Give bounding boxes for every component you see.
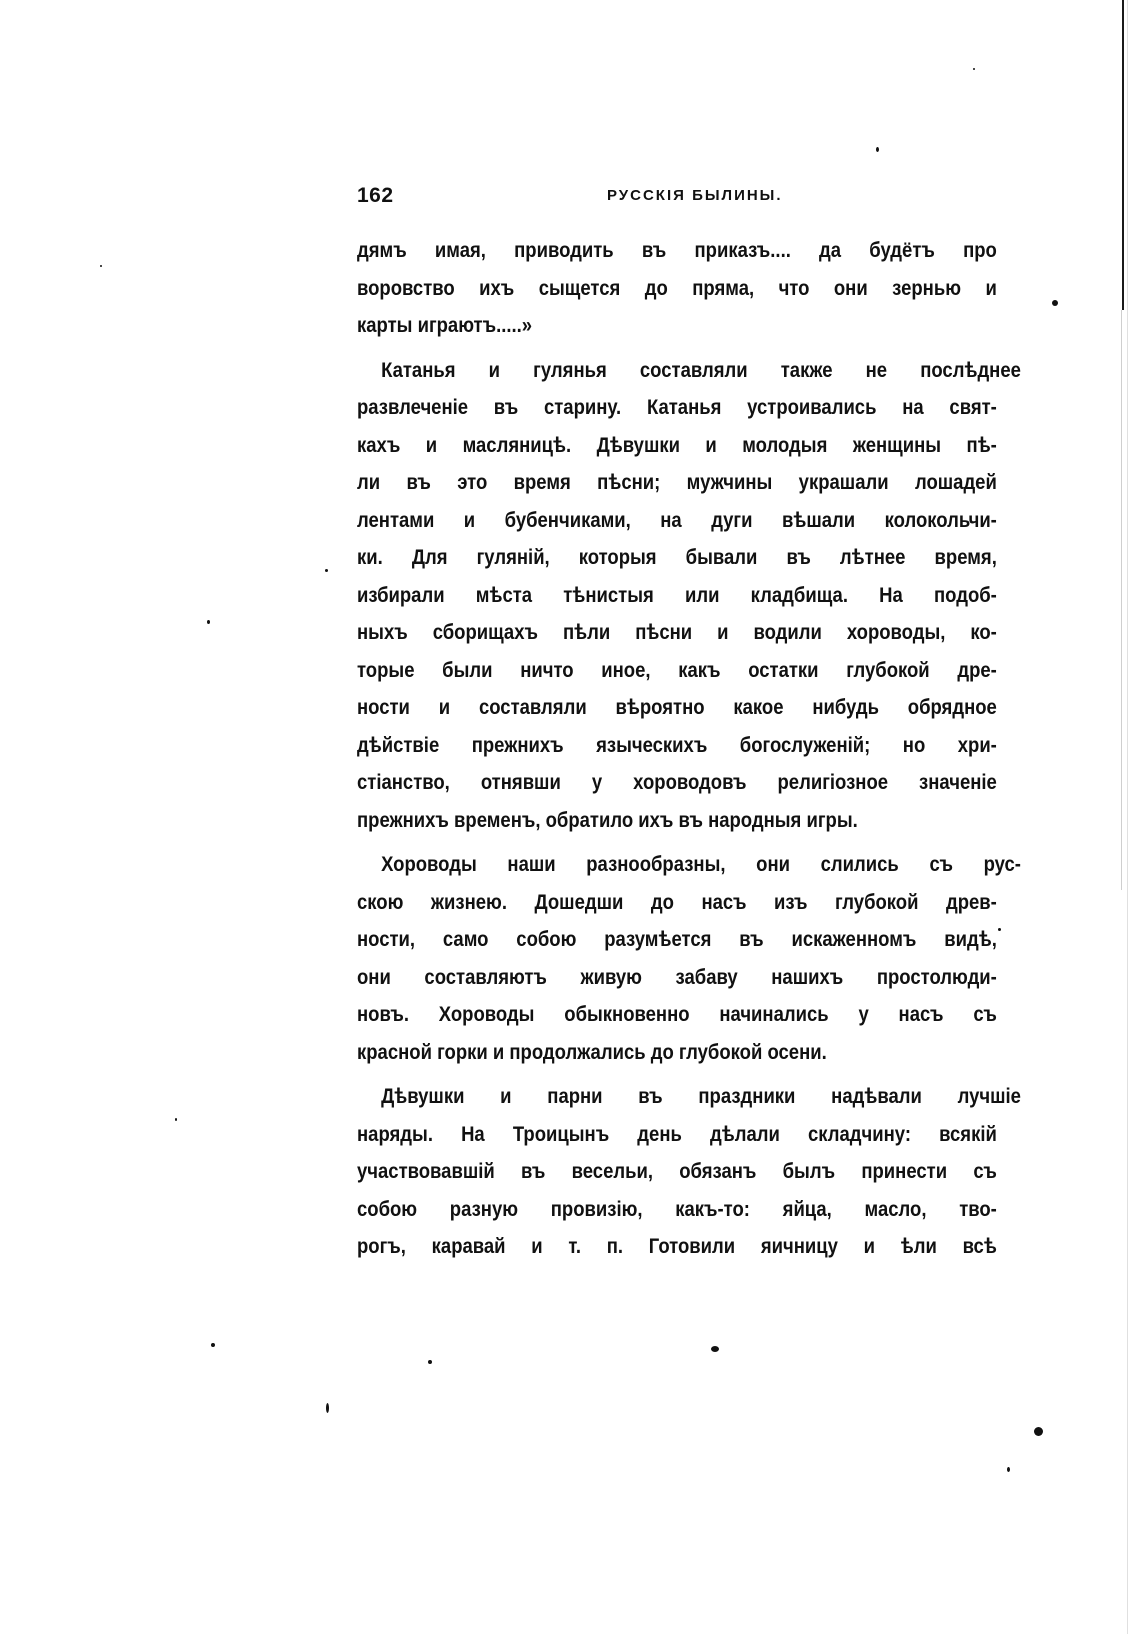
page-header [357, 184, 997, 214]
page-edge-line [1122, 0, 1124, 310]
text-line: новъ. Хороводы обыкновенно начинались у насъ съ [357, 1002, 997, 1026]
text-line: лентами и бубенчиками, на дуги вѣшали колокольчи- [357, 507, 997, 532]
scan-speck [998, 928, 1001, 931]
page-edge-shadow [1127, 0, 1128, 1634]
text-line: собою разную провизію, какъ-то: яйца, масло, тво- [357, 1196, 997, 1221]
text-line: стіанство, отнявши у хороводовъ религіозное значеніе [357, 770, 997, 794]
scan-speck [428, 1360, 432, 1364]
text-line: карты играютъ.....» [357, 313, 533, 337]
text-line: развлеченіе въ старину. Катанья устроивались на свят- [357, 395, 997, 419]
scan-speck [1007, 1467, 1010, 1472]
scan-speck [100, 265, 102, 267]
page-number: 162 [357, 184, 394, 207]
paragraph [357, 352, 1021, 840]
text-line: они составляютъ живую забаву нашихъ простолюди- [357, 964, 997, 989]
scan-speck [973, 68, 975, 70]
text-line: прежнихъ временъ, обратило ихъ въ народныя игры. [357, 807, 858, 832]
text-line: ки. Для гуляній, которыя бывали въ лѣтнее время, [357, 545, 997, 569]
running-head: РУССКІЯ БЫЛИНЫ. [607, 187, 783, 204]
text-line: ныхъ сборищахъ пѣли пѣсни и водили хороводы, ко- [357, 620, 997, 644]
text-line: избирали мѣста тѣнистыя или кладбища. На подоб- [357, 582, 997, 607]
text-line: ности, само собою разумѣется въ искаженномъ видѣ, [357, 927, 997, 951]
paragraph [357, 1078, 1021, 1266]
text-line: рогъ, каравай и т. п. Готовили яичницу и ѣли всѣ [357, 1234, 997, 1258]
text-line: красной горки и продолжались до глубокой осени. [357, 1039, 827, 1064]
scan-speck [325, 569, 328, 572]
text-line: дѣйствіе прежнихъ языческихъ богослуженій; но хри- [357, 732, 997, 757]
text-line: скою жизнею. Дошедши до насъ изъ глубокой древ- [357, 889, 997, 914]
scan-speck [876, 147, 879, 152]
scan-speck [207, 620, 210, 624]
scan-speck [326, 1403, 329, 1413]
paragraph [357, 846, 1021, 1071]
text-line: кахъ и масляницѣ. Дѣвушки и молодыя женщины пѣ- [357, 432, 997, 457]
text-line: участвовавшій въ весельи, обязанъ былъ принести съ [357, 1159, 997, 1183]
text-line: торые были ничто иное, какъ остатки глубокой дре- [357, 657, 997, 682]
scan-speck [175, 1118, 177, 1121]
text-line: наряды. На Троицынъ день дѣлали складчину: всякій [357, 1121, 997, 1146]
scan-speck [1052, 300, 1058, 306]
text-line: Дѣвушки и парни въ праздники надѣвали лучшіе [381, 1084, 1021, 1108]
paragraph [357, 232, 997, 345]
body-text [357, 232, 1021, 1273]
page-edge-shadow [1121, 310, 1122, 890]
scan-speck [211, 1343, 215, 1347]
text-line: ли въ это время пѣсни; мужчины украшали лошадей [357, 470, 997, 494]
text-line: дямъ имая, приводить въ приказъ.... да будётъ про [357, 238, 997, 262]
text-line: Хороводы наши разнообразны, они слились съ рус- [381, 852, 1021, 876]
text-line: Катанья и гулянья составляли также не послѣднее [381, 357, 1021, 382]
text-line: воровство ихъ сыщется до пряма, что они зернью и [357, 275, 997, 300]
text-line: ности и составляли вѣроятно какое нибудь обрядное [357, 695, 997, 719]
scan-speck [711, 1346, 719, 1352]
scan-speck [1034, 1427, 1043, 1436]
